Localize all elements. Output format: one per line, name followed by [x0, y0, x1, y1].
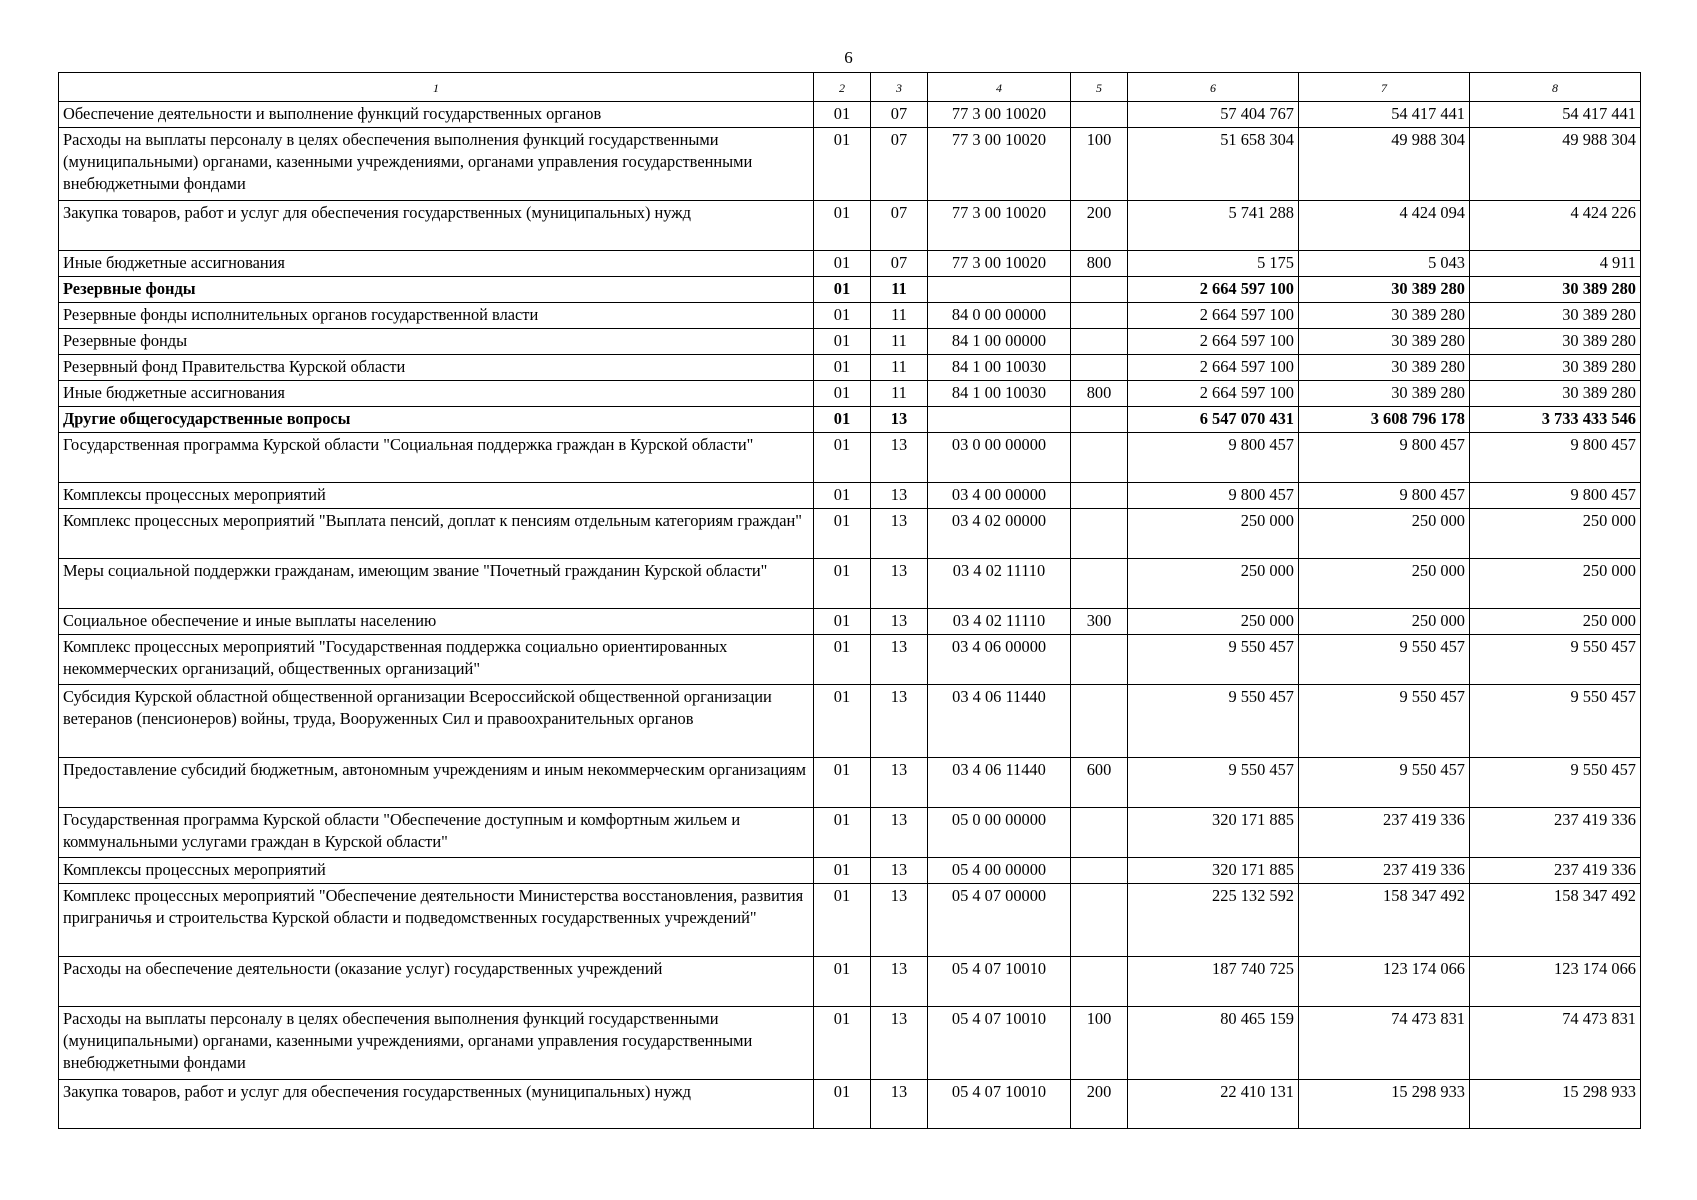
row-name: Расходы на обеспечение деятельности (оказание услуг) государственных учреждений	[59, 957, 814, 1007]
row-target-item: 84 1 00 10030	[928, 355, 1071, 381]
row-amount-col7: 74 473 831	[1299, 1007, 1470, 1080]
table-row	[59, 483, 1641, 509]
row-name: Расходы на выплаты персоналу в целях обеспечения выполнения функций государственными (муниципальными) органами, казенными учреждениями, органами управления государственными внебюджетными фондами	[59, 1007, 814, 1080]
row-expense-type	[1071, 355, 1128, 381]
row-amount-col7: 30 389 280	[1299, 303, 1470, 329]
row-expense-type: 600	[1071, 758, 1128, 808]
row-subsection: 11	[871, 277, 928, 303]
table-row	[59, 635, 1641, 685]
row-section: 01	[814, 201, 871, 251]
row-subsection: 13	[871, 1080, 928, 1129]
row-subsection: 13	[871, 685, 928, 758]
row-amount-col8: 237 419 336	[1470, 808, 1641, 858]
row-section: 01	[814, 884, 871, 957]
row-section: 01	[814, 758, 871, 808]
row-name: Резервный фонд Правительства Курской области	[59, 355, 814, 381]
row-expense-type	[1071, 483, 1128, 509]
row-amount-col8: 30 389 280	[1470, 355, 1641, 381]
row-amount-col8: 250 000	[1470, 509, 1641, 559]
row-amount-col7: 30 389 280	[1299, 381, 1470, 407]
row-target-item: 03 4 02 11110	[928, 559, 1071, 609]
row-amount-col8: 4 911	[1470, 251, 1641, 277]
row-section: 01	[814, 407, 871, 433]
row-amount-col6: 9 550 457	[1128, 685, 1299, 758]
row-name: Государственная программа Курской области "Социальная поддержка граждан в Курской области"	[59, 433, 814, 483]
row-amount-col8: 9 550 457	[1470, 685, 1641, 758]
table-row	[59, 884, 1641, 957]
row-expense-type	[1071, 303, 1128, 329]
row-expense-type	[1071, 685, 1128, 758]
table-row	[59, 685, 1641, 758]
table-row	[59, 201, 1641, 251]
budget-table	[58, 72, 1641, 1129]
row-section: 01	[814, 433, 871, 483]
row-expense-type: 100	[1071, 1007, 1128, 1080]
row-amount-col6: 9 800 457	[1128, 433, 1299, 483]
row-amount-col6: 320 171 885	[1128, 808, 1299, 858]
row-subsection: 11	[871, 329, 928, 355]
row-target-item: 03 4 06 11440	[928, 758, 1071, 808]
row-amount-col7: 9 800 457	[1299, 433, 1470, 483]
row-name: Резервные фонды	[59, 277, 814, 303]
row-section: 01	[814, 559, 871, 609]
row-expense-type	[1071, 635, 1128, 685]
row-amount-col7: 250 000	[1299, 509, 1470, 559]
row-name: Комплекс процессных мероприятий "Выплата пенсий, доплат к пенсиям отдельным категориям граждан"	[59, 509, 814, 559]
header-cell: 6	[1128, 73, 1299, 102]
row-subsection: 11	[871, 355, 928, 381]
row-amount-col8: 30 389 280	[1470, 381, 1641, 407]
table-row	[59, 1007, 1641, 1080]
row-name: Закупка товаров, работ и услуг для обеспечения государственных (муниципальных) нужд	[59, 201, 814, 251]
row-amount-col8: 3 733 433 546	[1470, 407, 1641, 433]
table-body	[59, 102, 1641, 1129]
table-row	[59, 407, 1641, 433]
row-name: Резервные фонды	[59, 329, 814, 355]
table-row	[59, 381, 1641, 407]
row-amount-col7: 237 419 336	[1299, 808, 1470, 858]
row-section: 01	[814, 509, 871, 559]
row-amount-col6: 2 664 597 100	[1128, 329, 1299, 355]
table-row	[59, 559, 1641, 609]
table-row	[59, 1080, 1641, 1129]
row-amount-col6: 250 000	[1128, 559, 1299, 609]
row-amount-col7: 250 000	[1299, 559, 1470, 609]
row-name: Иные бюджетные ассигнования	[59, 381, 814, 407]
row-amount-col6: 9 550 457	[1128, 758, 1299, 808]
page-number: 6	[844, 48, 853, 67]
row-subsection: 13	[871, 858, 928, 884]
row-name: Резервные фонды исполнительных органов государственной власти	[59, 303, 814, 329]
row-subsection: 13	[871, 609, 928, 635]
row-amount-col7: 9 800 457	[1299, 483, 1470, 509]
row-section: 01	[814, 808, 871, 858]
row-amount-col7: 250 000	[1299, 609, 1470, 635]
row-subsection: 13	[871, 758, 928, 808]
row-amount-col7: 30 389 280	[1299, 329, 1470, 355]
row-subsection: 13	[871, 483, 928, 509]
row-name: Комплексы процессных мероприятий	[59, 483, 814, 509]
row-target-item: 03 4 06 00000	[928, 635, 1071, 685]
row-target-item: 03 4 06 11440	[928, 685, 1071, 758]
row-amount-col6: 250 000	[1128, 609, 1299, 635]
row-section: 01	[814, 128, 871, 201]
row-target-item: 05 4 07 00000	[928, 884, 1071, 957]
row-amount-col6: 320 171 885	[1128, 858, 1299, 884]
row-amount-col6: 80 465 159	[1128, 1007, 1299, 1080]
table-row	[59, 957, 1641, 1007]
row-name: Комплексы процессных мероприятий	[59, 858, 814, 884]
row-name: Субсидия Курской областной общественной организации Всероссийской общественной организации ветеранов (пенсионеров) войны, труда, Вооруженных Сил и правоохранительных органов	[59, 685, 814, 758]
row-name: Обеспечение деятельности и выполнение функций государственных органов	[59, 102, 814, 128]
row-target-item: 77 3 00 10020	[928, 201, 1071, 251]
table-row	[59, 808, 1641, 858]
row-target-item	[928, 277, 1071, 303]
row-target-item: 84 1 00 00000	[928, 329, 1071, 355]
row-expense-type: 300	[1071, 609, 1128, 635]
header-cell: 5	[1071, 73, 1128, 102]
row-amount-col8: 30 389 280	[1470, 277, 1641, 303]
row-name: Закупка товаров, работ и услуг для обеспечения государственных (муниципальных) нужд	[59, 1080, 814, 1129]
row-section: 01	[814, 1007, 871, 1080]
row-amount-col8: 9 800 457	[1470, 483, 1641, 509]
row-subsection: 13	[871, 884, 928, 957]
table-row	[59, 329, 1641, 355]
row-subsection: 13	[871, 808, 928, 858]
row-target-item: 05 4 07 10010	[928, 1080, 1071, 1129]
row-subsection: 13	[871, 635, 928, 685]
row-name: Социальное обеспечение и иные выплаты населению	[59, 609, 814, 635]
row-amount-col8: 30 389 280	[1470, 329, 1641, 355]
row-section: 01	[814, 685, 871, 758]
row-amount-col8: 4 424 226	[1470, 201, 1641, 251]
row-amount-col6: 51 658 304	[1128, 128, 1299, 201]
row-name: Другие общегосударственные вопросы	[59, 407, 814, 433]
row-subsection: 07	[871, 251, 928, 277]
table-row	[59, 609, 1641, 635]
row-section: 01	[814, 251, 871, 277]
row-amount-col7: 54 417 441	[1299, 102, 1470, 128]
header-cell: 2	[814, 73, 871, 102]
table-row	[59, 858, 1641, 884]
row-subsection: 07	[871, 201, 928, 251]
row-target-item: 05 0 00 00000	[928, 808, 1071, 858]
row-amount-col8: 9 550 457	[1470, 758, 1641, 808]
row-section: 01	[814, 329, 871, 355]
row-section: 01	[814, 303, 871, 329]
row-subsection: 13	[871, 1007, 928, 1080]
row-amount-col7: 9 550 457	[1299, 635, 1470, 685]
row-section: 01	[814, 1080, 871, 1129]
header-cell: 3	[871, 73, 928, 102]
row-target-item: 05 4 00 00000	[928, 858, 1071, 884]
row-section: 01	[814, 277, 871, 303]
table-row	[59, 128, 1641, 201]
row-expense-type	[1071, 858, 1128, 884]
row-amount-col6: 187 740 725	[1128, 957, 1299, 1007]
row-section: 01	[814, 957, 871, 1007]
row-section: 01	[814, 102, 871, 128]
row-expense-type	[1071, 329, 1128, 355]
table-row	[59, 509, 1641, 559]
table-row	[59, 433, 1641, 483]
row-amount-col7: 237 419 336	[1299, 858, 1470, 884]
row-target-item: 77 3 00 10020	[928, 102, 1071, 128]
row-subsection: 13	[871, 559, 928, 609]
row-target-item: 77 3 00 10020	[928, 251, 1071, 277]
row-amount-col8: 74 473 831	[1470, 1007, 1641, 1080]
row-expense-type	[1071, 884, 1128, 957]
row-amount-col6: 5 741 288	[1128, 201, 1299, 251]
row-target-item: 03 4 02 11110	[928, 609, 1071, 635]
row-expense-type	[1071, 277, 1128, 303]
row-amount-col8: 158 347 492	[1470, 884, 1641, 957]
row-expense-type	[1071, 808, 1128, 858]
row-amount-col6: 22 410 131	[1128, 1080, 1299, 1129]
row-expense-type	[1071, 559, 1128, 609]
row-expense-type	[1071, 957, 1128, 1007]
row-amount-col8: 15 298 933	[1470, 1080, 1641, 1129]
row-target-item	[928, 407, 1071, 433]
row-expense-type	[1071, 407, 1128, 433]
table-row	[59, 102, 1641, 128]
row-expense-type: 800	[1071, 251, 1128, 277]
row-name: Предоставление субсидий бюджетным, автономным учреждениям и иным некоммерческим организациям	[59, 758, 814, 808]
row-amount-col7: 30 389 280	[1299, 355, 1470, 381]
row-amount-col7: 49 988 304	[1299, 128, 1470, 201]
table-row	[59, 251, 1641, 277]
row-amount-col8: 237 419 336	[1470, 858, 1641, 884]
row-target-item: 84 0 00 00000	[928, 303, 1071, 329]
row-subsection: 11	[871, 381, 928, 407]
row-subsection: 07	[871, 128, 928, 201]
row-expense-type: 200	[1071, 201, 1128, 251]
table-row	[59, 355, 1641, 381]
row-subsection: 13	[871, 957, 928, 1007]
row-section: 01	[814, 381, 871, 407]
row-amount-col6: 57 404 767	[1128, 102, 1299, 128]
row-name: Комплекс процессных мероприятий "Государственная поддержка социально ориентированных некоммерческих организаций, общественных организаций"	[59, 635, 814, 685]
row-expense-type	[1071, 102, 1128, 128]
row-target-item: 03 4 00 00000	[928, 483, 1071, 509]
row-target-item: 84 1 00 10030	[928, 381, 1071, 407]
row-section: 01	[814, 609, 871, 635]
row-section: 01	[814, 858, 871, 884]
row-amount-col6: 2 664 597 100	[1128, 381, 1299, 407]
header-cell: 7	[1299, 73, 1470, 102]
row-target-item: 05 4 07 10010	[928, 957, 1071, 1007]
row-amount-col7: 15 298 933	[1299, 1080, 1470, 1129]
row-subsection: 11	[871, 303, 928, 329]
row-amount-col7: 4 424 094	[1299, 201, 1470, 251]
row-target-item: 77 3 00 10020	[928, 128, 1071, 201]
row-amount-col8: 250 000	[1470, 559, 1641, 609]
row-amount-col6: 5 175	[1128, 251, 1299, 277]
row-section: 01	[814, 355, 871, 381]
row-subsection: 13	[871, 433, 928, 483]
table-row	[59, 277, 1641, 303]
row-name: Расходы на выплаты персоналу в целях обеспечения выполнения функций государственными (муниципальными) органами, казенными учреждениями, органами управления государственными внебюджетными фондами	[59, 128, 814, 201]
row-amount-col8: 49 988 304	[1470, 128, 1641, 201]
row-target-item: 03 4 02 00000	[928, 509, 1071, 559]
row-expense-type: 800	[1071, 381, 1128, 407]
row-section: 01	[814, 635, 871, 685]
header-cell: 1	[59, 73, 814, 102]
row-amount-col8: 9 800 457	[1470, 433, 1641, 483]
row-expense-type: 200	[1071, 1080, 1128, 1129]
row-amount-col7: 30 389 280	[1299, 277, 1470, 303]
row-amount-col6: 9 800 457	[1128, 483, 1299, 509]
header-row	[59, 73, 1641, 102]
header-cell: 8	[1470, 73, 1641, 102]
row-section: 01	[814, 483, 871, 509]
row-name: Государственная программа Курской области "Обеспечение доступным и комфортным жильем и коммунальными услугами граждан в Курской области"	[59, 808, 814, 858]
table-row	[59, 303, 1641, 329]
row-amount-col6: 250 000	[1128, 509, 1299, 559]
row-expense-type	[1071, 433, 1128, 483]
row-amount-col7: 158 347 492	[1299, 884, 1470, 957]
row-amount-col7: 123 174 066	[1299, 957, 1470, 1007]
row-amount-col6: 6 547 070 431	[1128, 407, 1299, 433]
row-amount-col6: 225 132 592	[1128, 884, 1299, 957]
row-amount-col6: 2 664 597 100	[1128, 355, 1299, 381]
row-target-item: 05 4 07 10010	[928, 1007, 1071, 1080]
header-cell: 4	[928, 73, 1071, 102]
row-name: Иные бюджетные ассигнования	[59, 251, 814, 277]
row-amount-col8: 250 000	[1470, 609, 1641, 635]
row-amount-col8: 54 417 441	[1470, 102, 1641, 128]
row-amount-col7: 9 550 457	[1299, 685, 1470, 758]
row-amount-col6: 2 664 597 100	[1128, 303, 1299, 329]
row-amount-col7: 5 043	[1299, 251, 1470, 277]
row-amount-col8: 9 550 457	[1470, 635, 1641, 685]
row-expense-type: 100	[1071, 128, 1128, 201]
row-amount-col6: 9 550 457	[1128, 635, 1299, 685]
row-amount-col6: 2 664 597 100	[1128, 277, 1299, 303]
row-subsection: 13	[871, 407, 928, 433]
row-name: Меры социальной поддержки гражданам, имеющим звание "Почетный гражданин Курской области"	[59, 559, 814, 609]
table-row	[59, 758, 1641, 808]
row-expense-type	[1071, 509, 1128, 559]
row-amount-col7: 9 550 457	[1299, 758, 1470, 808]
row-name: Комплекс процессных мероприятий "Обеспечение деятельности Министерства восстановления, развития приграничья и строительства Курской области и подведомственных государственных учреждений"	[59, 884, 814, 957]
row-amount-col8: 30 389 280	[1470, 303, 1641, 329]
row-amount-col8: 123 174 066	[1470, 957, 1641, 1007]
row-subsection: 13	[871, 509, 928, 559]
row-subsection: 07	[871, 102, 928, 128]
row-amount-col7: 3 608 796 178	[1299, 407, 1470, 433]
row-target-item: 03 0 00 00000	[928, 433, 1071, 483]
